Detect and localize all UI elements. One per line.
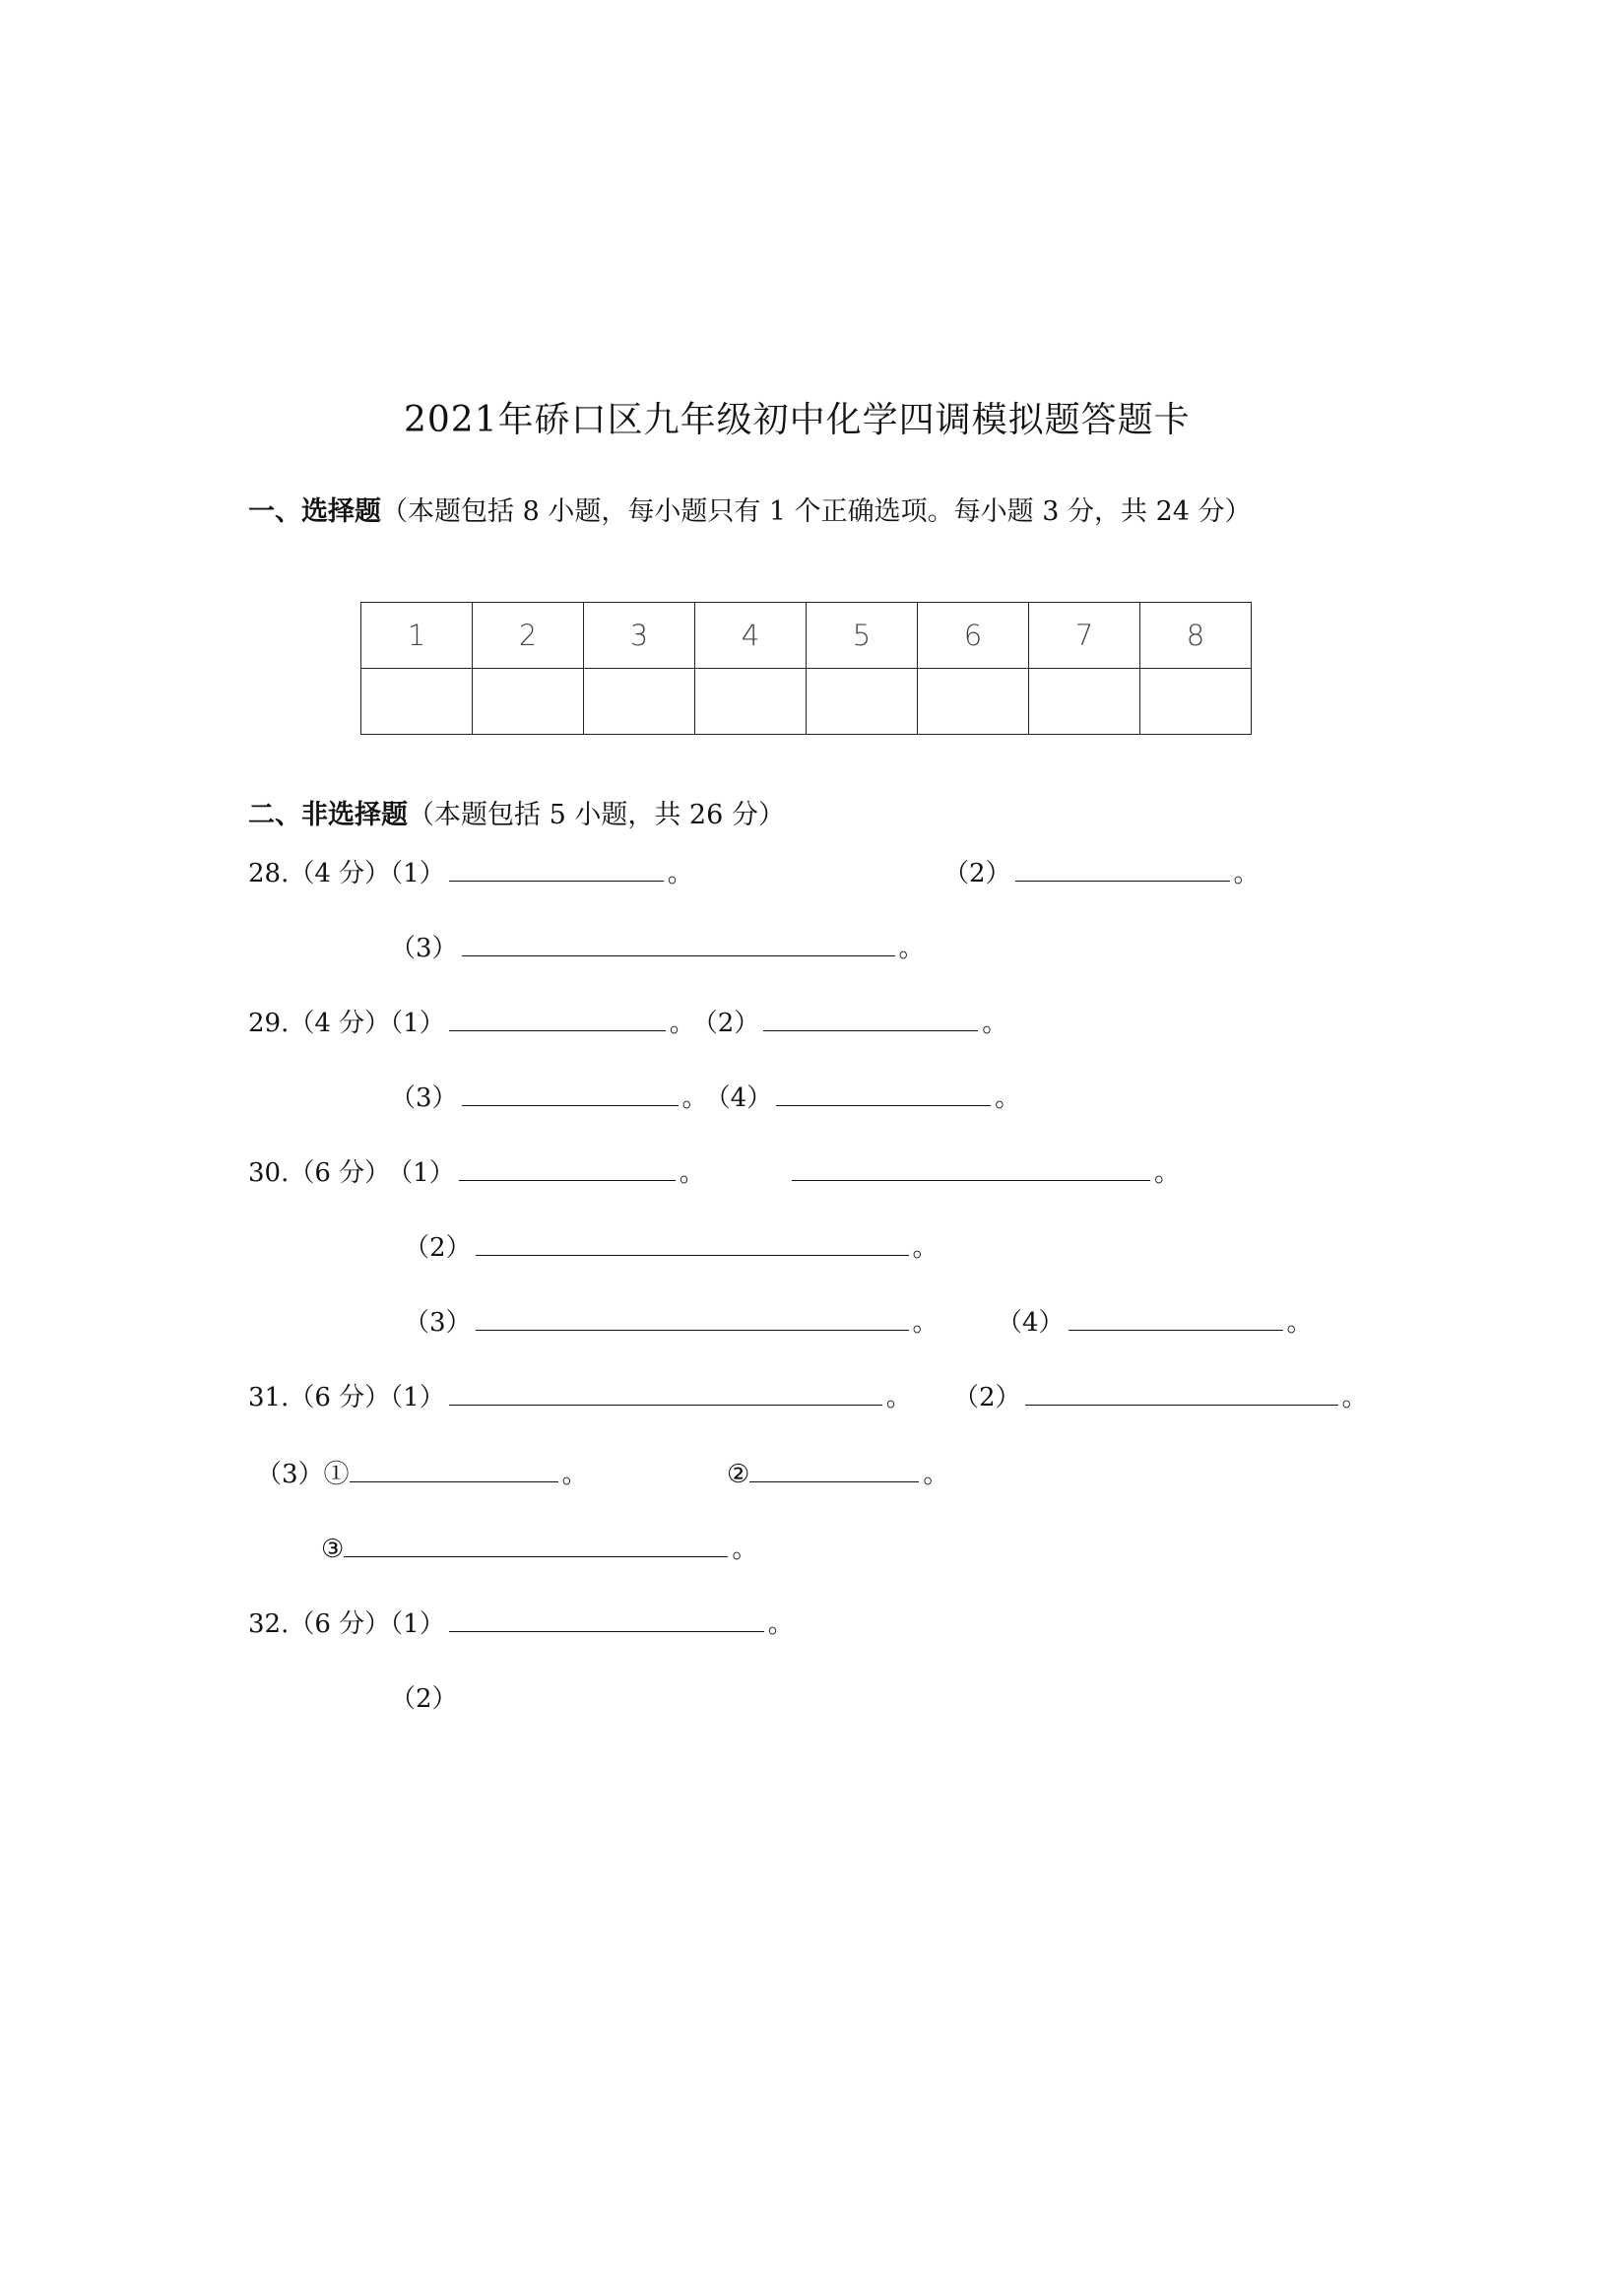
end-mark: 。 xyxy=(667,859,693,888)
q31-part-3: （3） xyxy=(256,1460,324,1489)
q31-part-1: （1） xyxy=(390,1383,445,1412)
end-mark: 。 xyxy=(1341,1383,1368,1412)
q32-part-2: （2） xyxy=(390,1684,458,1714)
end-mark: 。 xyxy=(1286,1308,1313,1338)
section-2-heading-row xyxy=(248,793,785,831)
end-mark: 。 xyxy=(679,1158,705,1188)
section-1-heading: 一、选择题 xyxy=(248,496,381,527)
answer-cell-5[interactable] xyxy=(807,669,918,735)
q31-circle-2: ② xyxy=(727,1460,750,1489)
end-mark: 。 xyxy=(912,1233,939,1263)
q31-label: 31.（6 分） xyxy=(248,1383,391,1412)
answer-cell-8[interactable] xyxy=(1140,669,1252,735)
section-1-heading-row xyxy=(248,490,1252,528)
answer-cell-3[interactable] xyxy=(584,669,695,735)
q30-label: 30.（6 分） xyxy=(248,1158,391,1188)
q30-answer-3[interactable] xyxy=(476,1306,909,1331)
choice-col-5: 5 xyxy=(807,603,918,669)
q31-answer-1[interactable] xyxy=(449,1381,882,1406)
choice-answer-row xyxy=(361,669,1252,735)
choice-col-6: 6 xyxy=(918,603,1029,669)
q29-part-2: （2） xyxy=(704,1009,760,1038)
answer-cell-2[interactable] xyxy=(473,669,584,735)
q30-part-4: （4） xyxy=(997,1308,1065,1338)
q30-answer-2[interactable] xyxy=(476,1231,909,1256)
q31-part-2: （2） xyxy=(953,1383,1021,1412)
choice-header-row xyxy=(361,603,1252,669)
q29-answer-2[interactable] xyxy=(763,1007,978,1031)
q28-line-1b xyxy=(943,853,1260,889)
q29-answer-3[interactable] xyxy=(462,1082,679,1106)
choice-col-8: 8 xyxy=(1140,603,1252,669)
end-mark: 。 xyxy=(885,1383,912,1412)
end-mark: 。 xyxy=(1154,1158,1181,1188)
choice-col-2: 2 xyxy=(473,603,584,669)
q29-label: 29.（4 分） xyxy=(248,1009,391,1038)
end-mark: 。 xyxy=(898,934,925,963)
q30-part-3: （3） xyxy=(404,1308,472,1338)
q29-line-2 xyxy=(390,1078,1020,1114)
q30-line-1 xyxy=(248,1152,705,1189)
page-title: 2021年硚口区九年级初中化学四调模拟题答题卡 xyxy=(404,400,1191,440)
q28-part-1: （1） xyxy=(390,859,445,888)
q28-answer-3[interactable] xyxy=(462,932,895,956)
end-mark: 。 xyxy=(767,1609,794,1639)
q29-part-4: （4） xyxy=(717,1083,773,1113)
q28-line-2 xyxy=(390,928,925,964)
q32-line-1 xyxy=(248,1604,794,1640)
q28-part-3: （3） xyxy=(390,934,458,963)
q30-part-1: （1） xyxy=(400,1158,455,1188)
q31-answer-3-2[interactable] xyxy=(749,1458,919,1482)
choice-col-3: 3 xyxy=(584,603,695,669)
end-mark: 。 xyxy=(669,1009,695,1038)
q31-circle-1: ① xyxy=(323,1460,350,1489)
end-mark: 。 xyxy=(995,1083,1021,1113)
q30-line-3 xyxy=(404,1302,939,1339)
answer-cell-1[interactable] xyxy=(361,669,473,735)
q29-answer-4[interactable] xyxy=(776,1082,991,1106)
q29-answer-1[interactable] xyxy=(449,1007,666,1031)
section-1-note: （本题包括 8 小题，每小题只有 1 个正确选项。每小题 3 分，共 24 分） xyxy=(381,496,1252,527)
q30-line-2 xyxy=(404,1227,939,1264)
q32-part-1: （1） xyxy=(390,1609,445,1639)
q30-answer-4[interactable] xyxy=(1069,1306,1283,1331)
q31-answer-3-3[interactable] xyxy=(344,1533,728,1557)
choice-answer-table xyxy=(360,602,1252,735)
section-2-note: （本题包括 5 小题，共 26 分） xyxy=(408,800,785,830)
q29-line-1 xyxy=(248,1003,1007,1039)
q30-line-3b xyxy=(997,1302,1313,1339)
q28-answer-2[interactable] xyxy=(1015,857,1230,882)
end-mark: 。 xyxy=(982,1009,1008,1038)
section-2-heading: 二、非选择题 xyxy=(248,800,408,830)
q31-line-3 xyxy=(321,1529,757,1565)
q31-line-2b xyxy=(727,1454,948,1490)
q29-part-1: （1） xyxy=(390,1009,445,1038)
q28-line-1 xyxy=(248,853,693,889)
q31-answer-3-1[interactable] xyxy=(350,1458,558,1482)
q31-line-1b xyxy=(953,1377,1368,1413)
choice-col-1: 1 xyxy=(361,603,473,669)
q31-answer-2[interactable] xyxy=(1025,1381,1338,1406)
choice-col-7: 7 xyxy=(1029,603,1140,669)
q28-label: 28.（4 分） xyxy=(248,859,391,888)
q28-part-2: （2） xyxy=(943,859,1011,888)
q30-answer-1a[interactable] xyxy=(459,1156,676,1181)
choice-col-4: 4 xyxy=(695,603,807,669)
q30-part-2: （2） xyxy=(404,1233,472,1263)
q29-part-3: （3） xyxy=(390,1083,458,1113)
end-mark: 。 xyxy=(923,1460,949,1489)
end-mark: 。 xyxy=(561,1460,588,1489)
end-mark: 。 xyxy=(912,1308,939,1338)
q31-circle-3: ③ xyxy=(321,1535,345,1564)
end-mark: 。 xyxy=(732,1535,758,1564)
answer-cell-7[interactable] xyxy=(1029,669,1140,735)
q30-answer-1b[interactable] xyxy=(792,1156,1150,1181)
answer-cell-6[interactable] xyxy=(918,669,1029,735)
q31-line-2 xyxy=(256,1454,588,1490)
q32-label: 32.（6 分） xyxy=(248,1609,391,1639)
end-mark: 。 xyxy=(1233,859,1260,888)
q32-answer-1[interactable] xyxy=(449,1607,764,1632)
q28-answer-1[interactable] xyxy=(449,857,664,882)
end-mark: 。 xyxy=(681,1083,708,1113)
q30-line-1b xyxy=(788,1152,1180,1189)
q32-line-2 xyxy=(390,1678,458,1715)
answer-cell-4[interactable] xyxy=(695,669,807,735)
q31-line-1 xyxy=(248,1377,912,1413)
